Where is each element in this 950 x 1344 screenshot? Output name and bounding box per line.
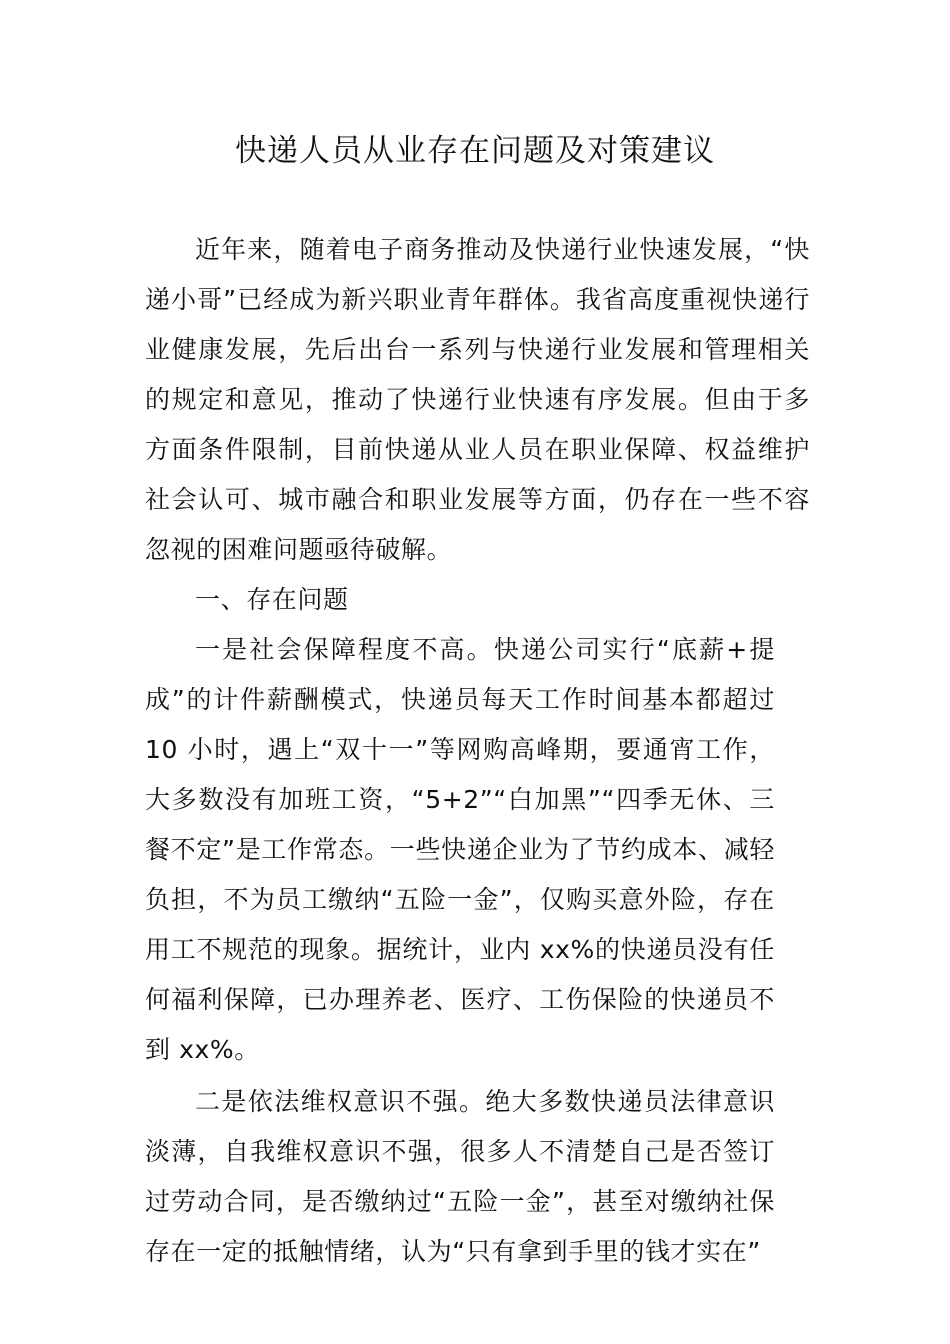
section-heading-problems: 一、存在问题 bbox=[195, 585, 349, 614]
problem-paragraph-social-security: 一是社会保障程度不高。快递公司实行“底薪+提成”的计件薪酬模式，快递员每天工作时间基本都超过 10 小时，遇上“双十一”等网购高峰期，要通宵工作，大多数没有加班工资，“5+2”“白加黑”“四季无休、三餐不定”是工作常态。一些快递企业为了节约成本、减轻负担，不为员工缴纳“五险一金”，仅购买意外险，存在用工不规范的现象。据统计，业内 xx%的快递员没有任何福利保障，已办理养老、医疗、工伤保险的快递员不到 xx%。 bbox=[145, 635, 775, 1064]
intro-paragraph: 近年来，随着电子商务推动及快递行业快速发展，“快递小哥”已经成为新兴职业青年群体。我省高度重视快递行业健康发展，先后出台一系列与快递行业发展和管理相关的规定和意见，推动了快递行业快速有序发展。但由于多方面条件限制，目前快递从业人员在职业保障、权益维护社会认可、城市融合和职业发展等方面，仍存在一些不容忽视的困难问题亟待破解。 bbox=[145, 235, 810, 564]
document-body bbox=[145, 225, 810, 1277]
problem-paragraph-rights-awareness: 二是依法维权意识不强。绝大多数快递员法律意识淡薄，自我维权意识不强，很多人不清楚自己是否签订过劳动合同，是否缴纳过“五险一金”，甚至对缴纳社保存在一定的抵触情绪，认为“只有拿到手里的钱才实在” bbox=[145, 1087, 775, 1266]
document-title: 快递人员从业存在问题及对策建议 bbox=[235, 133, 715, 169]
